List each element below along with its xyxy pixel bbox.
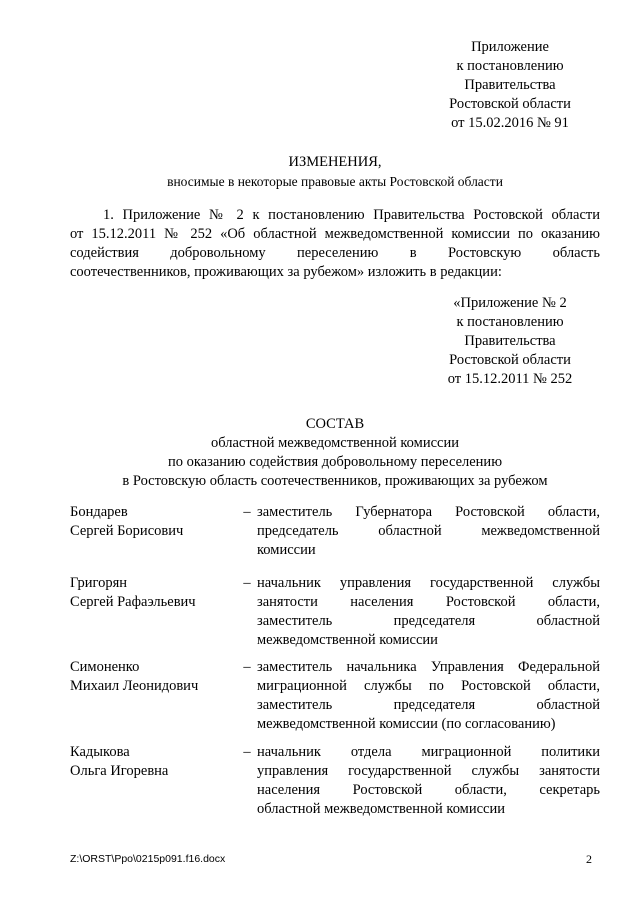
member-role-line: межведомственной комиссии (по согласованию) [257,716,556,732]
member-role-line: населения Ростовской области, секретарь [257,782,600,798]
member-role-line: заместитель Губернатора Ростовской области, [257,504,600,520]
member-surname: Кадыкова [70,744,130,760]
member-name [70,743,240,781]
appendix-header-line: к постановлению [456,58,564,74]
member-given-name: Михаил Леонидович [70,678,199,694]
composition-line: по оказанию содействия добровольному переселению [167,454,503,470]
member-given-name: Ольга Игоревна [70,763,169,779]
member-role-line: управления государственной службы занятости [257,763,600,779]
appendix-inner-line: Ростовской области [449,352,571,368]
composition-title [70,415,600,491]
appendix-inner-line: от 15.12.2011 № 252 [447,371,573,387]
appendix-header [420,38,600,133]
appendix-inner-line: Правительства [464,333,556,349]
appendix-inner [420,294,600,389]
member-given-name: Сергей Рафаэльевич [70,594,196,610]
member-role-line: начальник отдела миграционной политики [257,744,600,760]
composition-line: в Ростовскую область соотечественников, проживающих за рубежом [122,473,548,489]
changes-subheading: вносимые в некоторые правовые акты Ростовской области [167,174,503,189]
appendix-header-line: Приложение [471,39,549,55]
member-role-line: начальник управления государственной службы [257,575,600,591]
member-role-line: заместитель председателя областной [257,697,600,713]
member-name [70,574,240,612]
member-role-line: занятости населения Ростовской области, [257,594,600,610]
member-role-line: заместитель начальника Управления Федеральной [257,659,600,675]
member-name [70,503,240,541]
member-role [257,574,600,650]
member-role-line: заместитель председателя областной [257,613,600,629]
member-dash: – [243,659,251,675]
composition-heading: СОСТАВ [305,416,365,432]
member-surname: Григорян [70,575,127,591]
appendix-header-line: Ростовской области [449,96,571,112]
changes-heading: ИЗМЕНЕНИЯ, [288,154,382,170]
member-role-line: областной межведомственной комиссии [257,801,506,817]
appendix-inner-line: к постановлению [456,314,564,330]
member-role-line: миграционной службы по Ростовской области, [257,678,600,694]
paragraph-line: 1. Приложение № 2 к постановлению Правительства Ростовской области [103,207,600,223]
composition-line: областной межведомственной комиссии [210,435,459,451]
appendix-inner-line: «Приложение № 2 [453,295,567,311]
member-dash: – [243,504,251,520]
member-dash: – [243,575,251,591]
paragraph-line: содействия добровольному переселению в Ростовскую область [70,245,600,261]
member-role [257,743,600,819]
member-role [257,503,600,560]
member-role-line: межведомственной комиссии [257,632,438,648]
member-given-name: Сергей Борисович [70,523,184,539]
paragraph-line: от 15.12.2011 № 252 «Об областной межведомственной комиссии по оказанию [70,226,600,242]
footer-file-path: Z:\ORST\Ppo\0215p091.f16.docx [70,853,226,865]
page-number: 2 [586,852,592,866]
member-role-line: председатель областной межведомственной [257,523,600,539]
member-surname: Симоненко [70,659,140,675]
paragraph-1 [70,206,600,282]
appendix-header-line: Правительства [464,77,556,93]
member-role-line: комиссии [257,542,316,558]
member-dash: – [243,744,251,760]
member-name [70,658,240,696]
member-role [257,658,600,734]
appendix-header-line: от 15.02.2016 № 91 [451,115,569,131]
paragraph-line: соотечественников, проживающих за рубежом» изложить в редакции: [70,264,502,280]
member-surname: Бондарев [70,504,128,520]
changes-title [70,153,600,191]
